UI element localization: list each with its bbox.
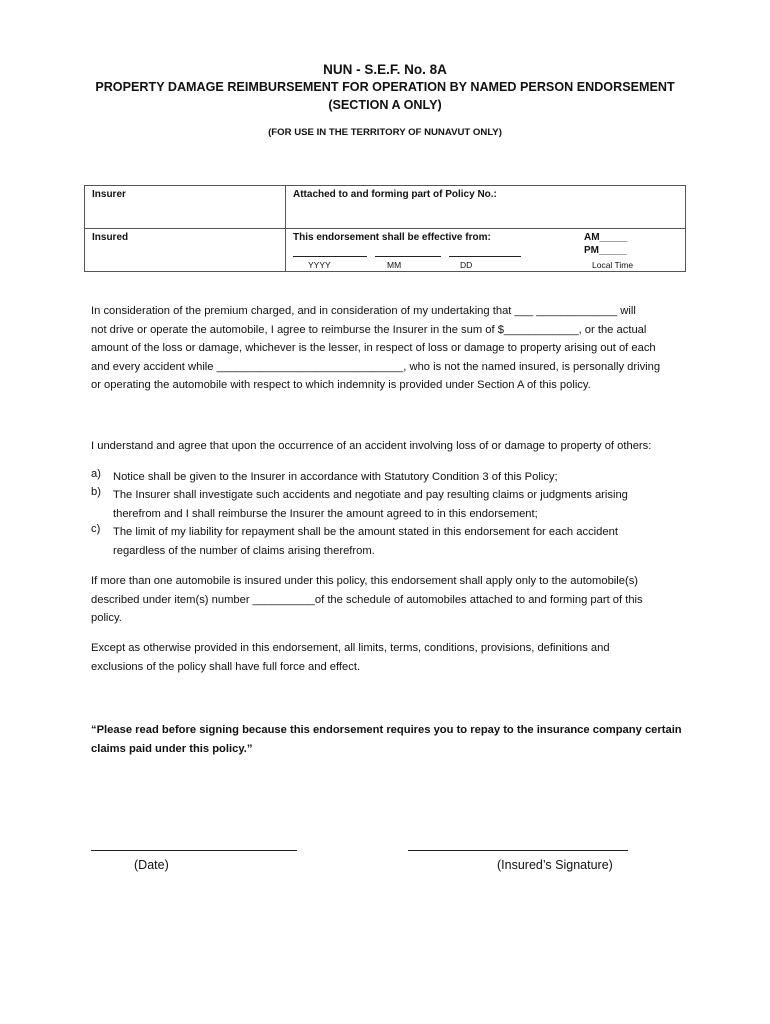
list-item-marker: b) bbox=[91, 486, 101, 498]
insured-signature-line[interactable] bbox=[408, 850, 628, 851]
list-item-line: The limit of my liability for repayment shall be the amount stated in this endorsement for each accident bbox=[113, 526, 618, 538]
signing-warning bbox=[91, 721, 682, 758]
limits-paragraph bbox=[91, 639, 610, 676]
list-item-line: Notice shall be given to the Insurer in accordance with Statutory Condition 3 of this Policy; bbox=[113, 471, 558, 483]
list-item-marker: a) bbox=[91, 468, 101, 480]
paragraph-line: not drive or operate the automobile, I agree to reimburse the Insurer in the sum of $____________, or the actual bbox=[91, 323, 647, 336]
list-item bbox=[113, 486, 628, 523]
date-label: (Date) bbox=[134, 858, 169, 872]
month-caption: MM bbox=[387, 260, 402, 270]
list-item bbox=[113, 468, 558, 487]
paragraph-line: policy. bbox=[91, 612, 122, 624]
paragraph-line: In consideration of the premium charged, and in consideration of my undertaking that ___ _____________ will bbox=[91, 305, 636, 317]
agreement-paragraph: I understand and agree that upon the occurrence of an accident involving loss of or damage to property of others: bbox=[91, 440, 652, 452]
paragraph-line: described under item(s) number __________of the schedule of automobiles attached to and forming part of this bbox=[91, 593, 643, 606]
paragraph-line: exclusions of the policy shall have full force and effect. bbox=[91, 660, 361, 673]
list-item bbox=[113, 523, 618, 560]
year-caption: YYYY bbox=[308, 260, 331, 270]
territory-note: (FOR USE IN THE TERRITORY OF NUNAVUT ONLY) bbox=[268, 127, 502, 138]
paragraph-line: amount of the loss or damage, whichever is the lesser, in respect of loss or damage to property arising out of each bbox=[91, 342, 656, 354]
policy-number-label: Attached to and forming part of Policy No.: bbox=[293, 189, 497, 200]
pm-field: PM_____ bbox=[584, 245, 627, 256]
date-signature-line[interactable] bbox=[91, 850, 297, 851]
insurer-label: Insurer bbox=[92, 189, 126, 200]
paragraph-line: or operating the automobile with respect to which indemnity is provided under Section A of this policy. bbox=[91, 379, 591, 391]
table-column-divider bbox=[285, 186, 286, 271]
policy-info-table bbox=[84, 185, 686, 272]
warning-line: claims paid under this policy.” bbox=[91, 742, 253, 755]
form-number: NUN - S.E.F. No. 8A bbox=[323, 62, 447, 77]
list-item-line: regardless of the number of claims arising therefrom. bbox=[113, 544, 375, 557]
list-item-line: therefrom and I shall reimburse the Insurer the amount agreed to in this endorsement; bbox=[113, 507, 538, 520]
day-caption: DD bbox=[460, 260, 473, 270]
local-time-caption: Local Time bbox=[592, 260, 634, 270]
multiple-automobiles-paragraph bbox=[91, 572, 643, 628]
consideration-paragraph bbox=[91, 302, 660, 395]
day-field-line bbox=[449, 256, 521, 257]
insured-label: Insured bbox=[92, 232, 129, 243]
warning-line: “Please read before signing because this endorsement requires you to repay to the insurance company certain bbox=[91, 724, 682, 736]
list-item-marker: c) bbox=[91, 523, 101, 535]
paragraph-line: and every accident while ______________________________, who is not the named insured, is personally driving bbox=[91, 360, 661, 373]
table-row-divider bbox=[85, 228, 685, 229]
paragraph-line: Except as otherwise provided in this endorsement, all limits, terms, conditions, provisions, definitions and bbox=[91, 642, 610, 654]
month-field-line bbox=[375, 256, 441, 257]
paragraph-line: If more than one automobile is insured under this policy, this endorsement shall apply only to the automobile(s) bbox=[91, 575, 639, 587]
year-field-line bbox=[293, 256, 367, 257]
form-title: PROPERTY DAMAGE REIMBURSEMENT FOR OPERATION BY NAMED PERSON ENDORSEMENT bbox=[95, 80, 675, 94]
list-item-line: The Insurer shall investigate such accidents and negotiate and pay resulting claims or judgments arising bbox=[113, 489, 628, 501]
effective-date-label: This endorsement shall be effective from: bbox=[293, 232, 491, 243]
form-section: (SECTION A ONLY) bbox=[328, 98, 442, 112]
insured-signature-label: (Insured’s Signature) bbox=[497, 858, 613, 872]
am-field: AM_____ bbox=[584, 232, 628, 243]
